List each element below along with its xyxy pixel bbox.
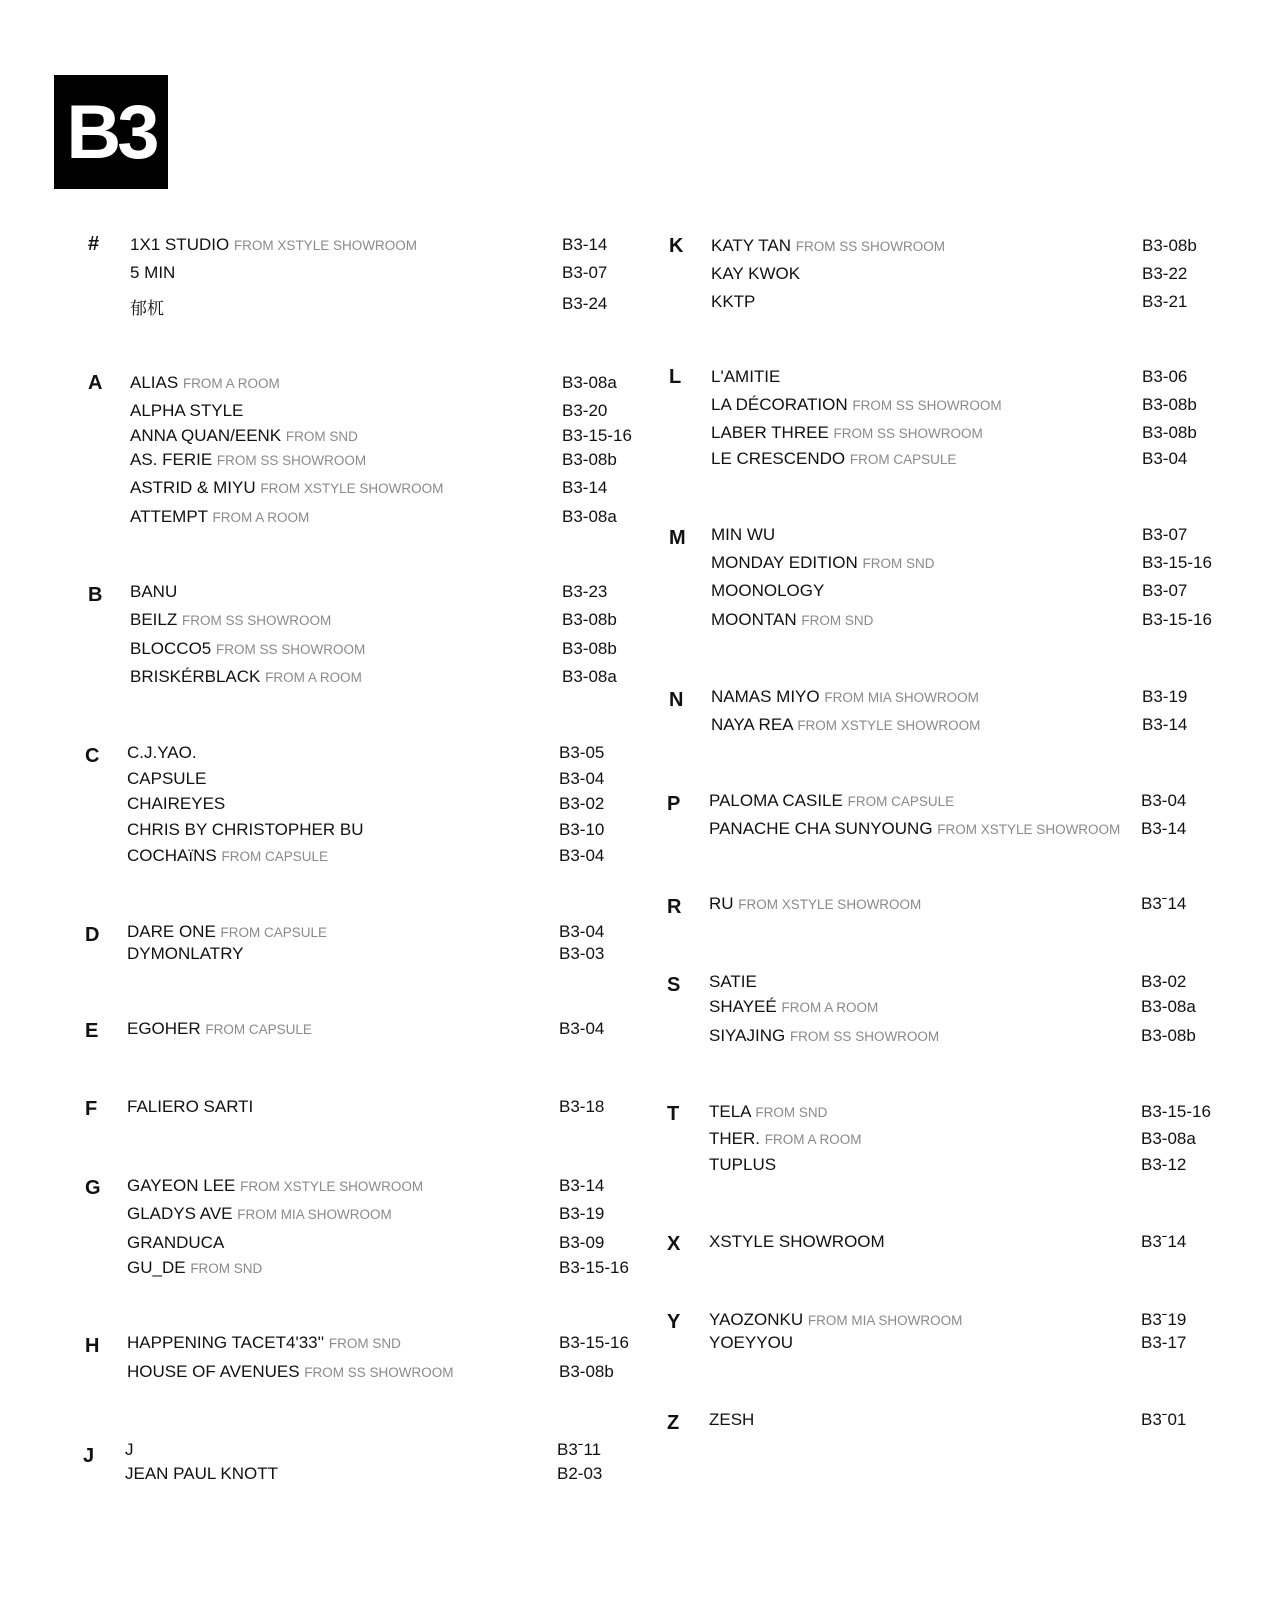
section-letter-m: M xyxy=(669,527,686,549)
brand-name: DARE ONE xyxy=(127,922,216,941)
brand-entry xyxy=(711,395,1002,415)
section-letter-h: H xyxy=(85,1335,100,1357)
brand-name: 1X1 STUDIO xyxy=(130,235,230,254)
brand-entry xyxy=(709,1026,939,1046)
brand-name: HAPPENING TACET4'33'' xyxy=(127,1333,325,1352)
booth-code: B3-17 xyxy=(1141,1333,1187,1352)
booth-code: B2-03 xyxy=(557,1464,603,1483)
brand-name: GRANDUCA xyxy=(127,1233,225,1252)
brand-name: GAYEON LEE xyxy=(127,1176,236,1195)
brand-source: FROM SS SHOWROOM xyxy=(304,1365,454,1380)
floor-badge: B3 xyxy=(54,75,168,189)
brand-name: PANACHE CHA SUNYOUNG xyxy=(709,819,933,838)
brand-source: FROM SS SHOWROOM xyxy=(852,398,1002,413)
booth-code: B3-14 xyxy=(562,235,608,254)
booth-code: B3-08b xyxy=(1141,1026,1196,1045)
booth-code: B3-14 xyxy=(562,478,608,497)
brand-source: FROM XSTYLE SHOWROOM xyxy=(738,897,922,912)
section-letter-t: T xyxy=(667,1103,680,1125)
booth-code: B3ˉ14 xyxy=(1141,1232,1187,1251)
brand-name: KAY KWOK xyxy=(711,264,801,283)
booth-code: B3-02 xyxy=(559,794,605,813)
booth-code: B3-08a xyxy=(562,507,617,526)
brand-source: FROM CAPSULE xyxy=(849,452,957,467)
booth-code: B3-15-16 xyxy=(559,1333,629,1352)
brand-name: GU_DE xyxy=(127,1258,186,1277)
brand-entry xyxy=(709,997,878,1017)
booth-code: B3-14 xyxy=(559,1176,605,1195)
booth-code: B3-23 xyxy=(562,582,608,601)
brand-name: NAYA REA xyxy=(711,715,793,734)
brand-source: FROM SS SHOWROOM xyxy=(215,642,366,657)
brand-name: MONDAY EDITION xyxy=(711,553,858,572)
section-letter-f: F xyxy=(85,1098,98,1120)
booth-code: B3-07 xyxy=(562,263,608,282)
booth-code: B3-08b xyxy=(562,610,617,629)
booth-code: B3-08b xyxy=(1142,395,1197,414)
brand-source: FROM CAPSULE xyxy=(220,925,328,940)
brand-entry xyxy=(709,894,921,914)
booth-code: B3ˉ19 xyxy=(1141,1310,1187,1329)
brand-name: TELA xyxy=(709,1102,751,1121)
brand-source: FROM A ROOM xyxy=(265,670,362,685)
brand-name: EGOHER xyxy=(127,1019,201,1038)
booth-code: B3-07 xyxy=(1142,581,1188,600)
brand-source: FROM SS SHOWROOM xyxy=(216,453,367,468)
brand-name: RU xyxy=(709,894,734,913)
brand-source: FROM MIA SHOWROOM xyxy=(824,690,979,705)
booth-code: B3-08a xyxy=(562,667,617,686)
section-letter-k: K xyxy=(669,235,684,257)
brand-source: FROM SND xyxy=(328,1336,401,1351)
booth-code: B3-18 xyxy=(559,1097,605,1116)
brand-entry xyxy=(711,292,755,312)
section-letter-z: Z xyxy=(667,1412,680,1434)
brand-source: FROM SS SHOWROOM xyxy=(795,239,945,254)
brand-entry xyxy=(711,423,983,443)
brand-entry xyxy=(709,1129,862,1149)
brand-name: KKTP xyxy=(711,292,756,311)
brand-name: FALIERO SARTI xyxy=(127,1097,254,1116)
booth-code: B3-22 xyxy=(1142,264,1188,283)
brand-entry xyxy=(709,1232,885,1252)
brand-name: AS. FERIE xyxy=(130,450,213,469)
booth-code: B3-14 xyxy=(1141,819,1187,838)
brand-entry xyxy=(709,1333,793,1353)
booth-code: B3-08b xyxy=(562,450,617,469)
booth-code: B3-15-16 xyxy=(562,426,632,445)
section-letter-r: R xyxy=(667,896,682,918)
brand-name: CHAIREYES xyxy=(127,794,226,813)
brand-source: FROM XSTYLE SHOWROOM xyxy=(233,238,417,253)
brand-name: C.J.YAO. xyxy=(127,743,197,762)
section-letter-j: J xyxy=(83,1445,95,1467)
brand-name: YOEYYOU xyxy=(709,1333,794,1352)
brand-name: MOONTAN xyxy=(711,610,797,629)
brand-source: FROM SND xyxy=(862,556,935,571)
brand-entry xyxy=(709,1102,827,1122)
brand-source: FROM MIA SHOWROOM xyxy=(807,1313,963,1328)
brand-source: FROM A ROOM xyxy=(781,1000,879,1015)
booth-code: B3-08b xyxy=(1142,423,1197,442)
booth-code: B3-04 xyxy=(559,769,605,788)
brand-name: THER. xyxy=(709,1129,760,1148)
brand-entry xyxy=(709,791,954,811)
booth-code: B3-07 xyxy=(1142,525,1188,544)
brand-entry xyxy=(711,687,979,707)
section-letter-a: A xyxy=(88,372,103,394)
brand-name: BEILZ xyxy=(130,610,178,629)
brand-name: SIYAJING xyxy=(709,1026,786,1045)
section-letter-x: X xyxy=(667,1233,681,1255)
section-letter-e: E xyxy=(85,1020,99,1042)
brand-source: FROM MIA SHOWROOM xyxy=(237,1207,392,1222)
brand-name: 5 MIN xyxy=(130,263,176,282)
brand-source: FROM SND xyxy=(801,613,874,628)
brand-source: FROM CAPSULE xyxy=(847,794,955,809)
brand-entry xyxy=(711,449,956,469)
brand-name: YAOZONKU xyxy=(709,1310,804,1329)
brand-name: CHRIS BY CHRISTOPHER BU xyxy=(127,820,364,839)
brand-entry xyxy=(711,525,775,545)
booth-code: B3ˉ11 xyxy=(557,1440,602,1459)
booth-code: B3-04 xyxy=(1142,449,1188,468)
brand-name: LA DÉCORATION xyxy=(711,395,848,414)
brand-name: ANNA QUAN/EENK xyxy=(130,426,282,445)
booth-code: B3-14 xyxy=(1142,715,1188,734)
brand-name: MIN WU xyxy=(711,525,776,544)
brand-entry xyxy=(709,1155,776,1175)
booth-code: B3-20 xyxy=(562,401,608,420)
booth-code: B3-09 xyxy=(559,1233,605,1252)
brand-entry xyxy=(711,581,824,601)
brand-source: FROM SND xyxy=(285,429,358,444)
brand-entry xyxy=(709,972,757,992)
brand-name: KATY TAN xyxy=(711,236,791,255)
brand-source: FROM SS SHOWROOM xyxy=(181,613,332,628)
brand-name: DYMONLATRY xyxy=(127,944,244,963)
brand-name: BLOCCO5 xyxy=(130,639,212,658)
brand-name: ASTRID & MIYU xyxy=(130,478,256,497)
brand-source: FROM CAPSULE xyxy=(205,1022,312,1037)
brand-name: TUPLUS xyxy=(709,1155,777,1174)
section-letter-s: S xyxy=(667,974,681,996)
brand-name: ATTEMPT xyxy=(130,507,208,526)
brand-name: NAMAS MIYO xyxy=(711,687,820,706)
booth-code: B3-06 xyxy=(1142,367,1188,386)
booth-code: B3-04 xyxy=(559,1019,605,1038)
booth-code: B3-08b xyxy=(559,1362,614,1381)
brand-name: CAPSULE xyxy=(127,769,207,788)
brand-source: FROM XSTYLE SHOWROOM xyxy=(240,1179,424,1194)
section-letter-b: B xyxy=(88,584,103,606)
brand-name: BRISKÉRBLACK xyxy=(130,667,261,686)
booth-code: B3-02 xyxy=(1141,972,1187,991)
brand-name: XSTYLE SHOWROOM xyxy=(709,1232,885,1251)
brand-name: PALOMA CASILE xyxy=(709,791,843,810)
brand-name: 郁杌 xyxy=(130,299,164,318)
brand-name: ALPHA STYLE xyxy=(130,401,244,420)
brand-name: COCHAïNS xyxy=(127,846,217,865)
booth-code: B3-19 xyxy=(559,1204,605,1223)
booth-code: B3-08a xyxy=(1141,1129,1196,1148)
brand-entry xyxy=(709,1410,754,1430)
booth-code: B3-19 xyxy=(1142,687,1188,706)
booth-code: B3-05 xyxy=(559,743,605,762)
brand-name: ALIAS xyxy=(130,373,179,392)
booth-code: B3-21 xyxy=(1142,292,1188,311)
brand-name: J xyxy=(125,1440,134,1459)
brand-entry xyxy=(711,715,980,735)
brand-name: LABER THREE xyxy=(711,423,829,442)
brand-source: FROM SS SHOWROOM xyxy=(833,426,983,441)
brand-entry xyxy=(711,236,945,256)
brand-name: SATIE xyxy=(709,972,757,991)
brand-source: FROM A ROOM xyxy=(764,1132,862,1147)
section-letter-c: C xyxy=(85,745,100,767)
brand-entry xyxy=(711,610,873,630)
brand-name: BANU xyxy=(130,582,178,601)
brand-source: FROM SND xyxy=(190,1261,263,1276)
brand-name: HOUSE OF AVENUES xyxy=(127,1362,300,1381)
booth-code: B3-15-16 xyxy=(559,1258,629,1277)
section-letter-p: P xyxy=(667,793,681,815)
booth-code: B3ˉ01 xyxy=(1141,1410,1187,1429)
booth-code: B3-08b xyxy=(562,639,617,658)
section-letter-y: Y xyxy=(667,1311,681,1333)
section-letter-d: D xyxy=(85,924,100,946)
brand-name: JEAN PAUL KNOTT xyxy=(125,1464,279,1483)
booth-code: B3-24 xyxy=(562,294,608,313)
booth-code: B3-12 xyxy=(1141,1155,1187,1174)
section-letter-l: L xyxy=(669,366,682,388)
brand-source: FROM XSTYLE SHOWROOM xyxy=(797,718,981,733)
brand-source: FROM XSTYLE SHOWROOM xyxy=(260,481,444,496)
brand-source: FROM SND xyxy=(755,1105,828,1120)
brand-source: FROM A ROOM xyxy=(182,376,280,391)
brand-name: GLADYS AVE xyxy=(127,1204,233,1223)
brand-entry xyxy=(709,819,1120,839)
brand-source: FROM XSTYLE SHOWROOM xyxy=(937,822,1121,837)
brand-name: SHAYEÉ xyxy=(709,997,777,1016)
booth-code: B3-10 xyxy=(559,820,605,839)
brand-entry xyxy=(711,553,934,573)
section-letter-g: G xyxy=(85,1177,101,1199)
brand-name: MOONOLOGY xyxy=(711,581,825,600)
section-letter-sym: # xyxy=(88,233,100,255)
brand-name: ZESH xyxy=(709,1410,755,1429)
section-letter-n: N xyxy=(669,689,684,711)
booth-code: B3-03 xyxy=(559,944,605,963)
brand-source: FROM SS SHOWROOM xyxy=(789,1029,940,1044)
brand-entry xyxy=(711,264,800,284)
brand-entry xyxy=(711,367,780,387)
booth-code: B3-08a xyxy=(562,373,617,392)
booth-code: B3-04 xyxy=(1141,791,1187,810)
brand-source: FROM A ROOM xyxy=(212,510,310,525)
brand-name: L'AMITIE xyxy=(711,367,781,386)
brand-source: FROM CAPSULE xyxy=(221,849,328,864)
brand-entry xyxy=(709,1310,962,1330)
booth-code: B3-08a xyxy=(1141,997,1196,1016)
brand-name: LE CRESCENDO xyxy=(711,449,846,468)
booth-code: B3-08b xyxy=(1142,236,1197,255)
booth-code: B3-15-16 xyxy=(1142,553,1212,572)
booth-code: B3-04 xyxy=(559,922,605,941)
booth-code: B3-15-16 xyxy=(1141,1102,1211,1121)
booth-code: B3ˉ14 xyxy=(1141,894,1187,913)
booth-code: B3-04 xyxy=(559,846,605,865)
booth-code: B3-15-16 xyxy=(1142,610,1212,629)
